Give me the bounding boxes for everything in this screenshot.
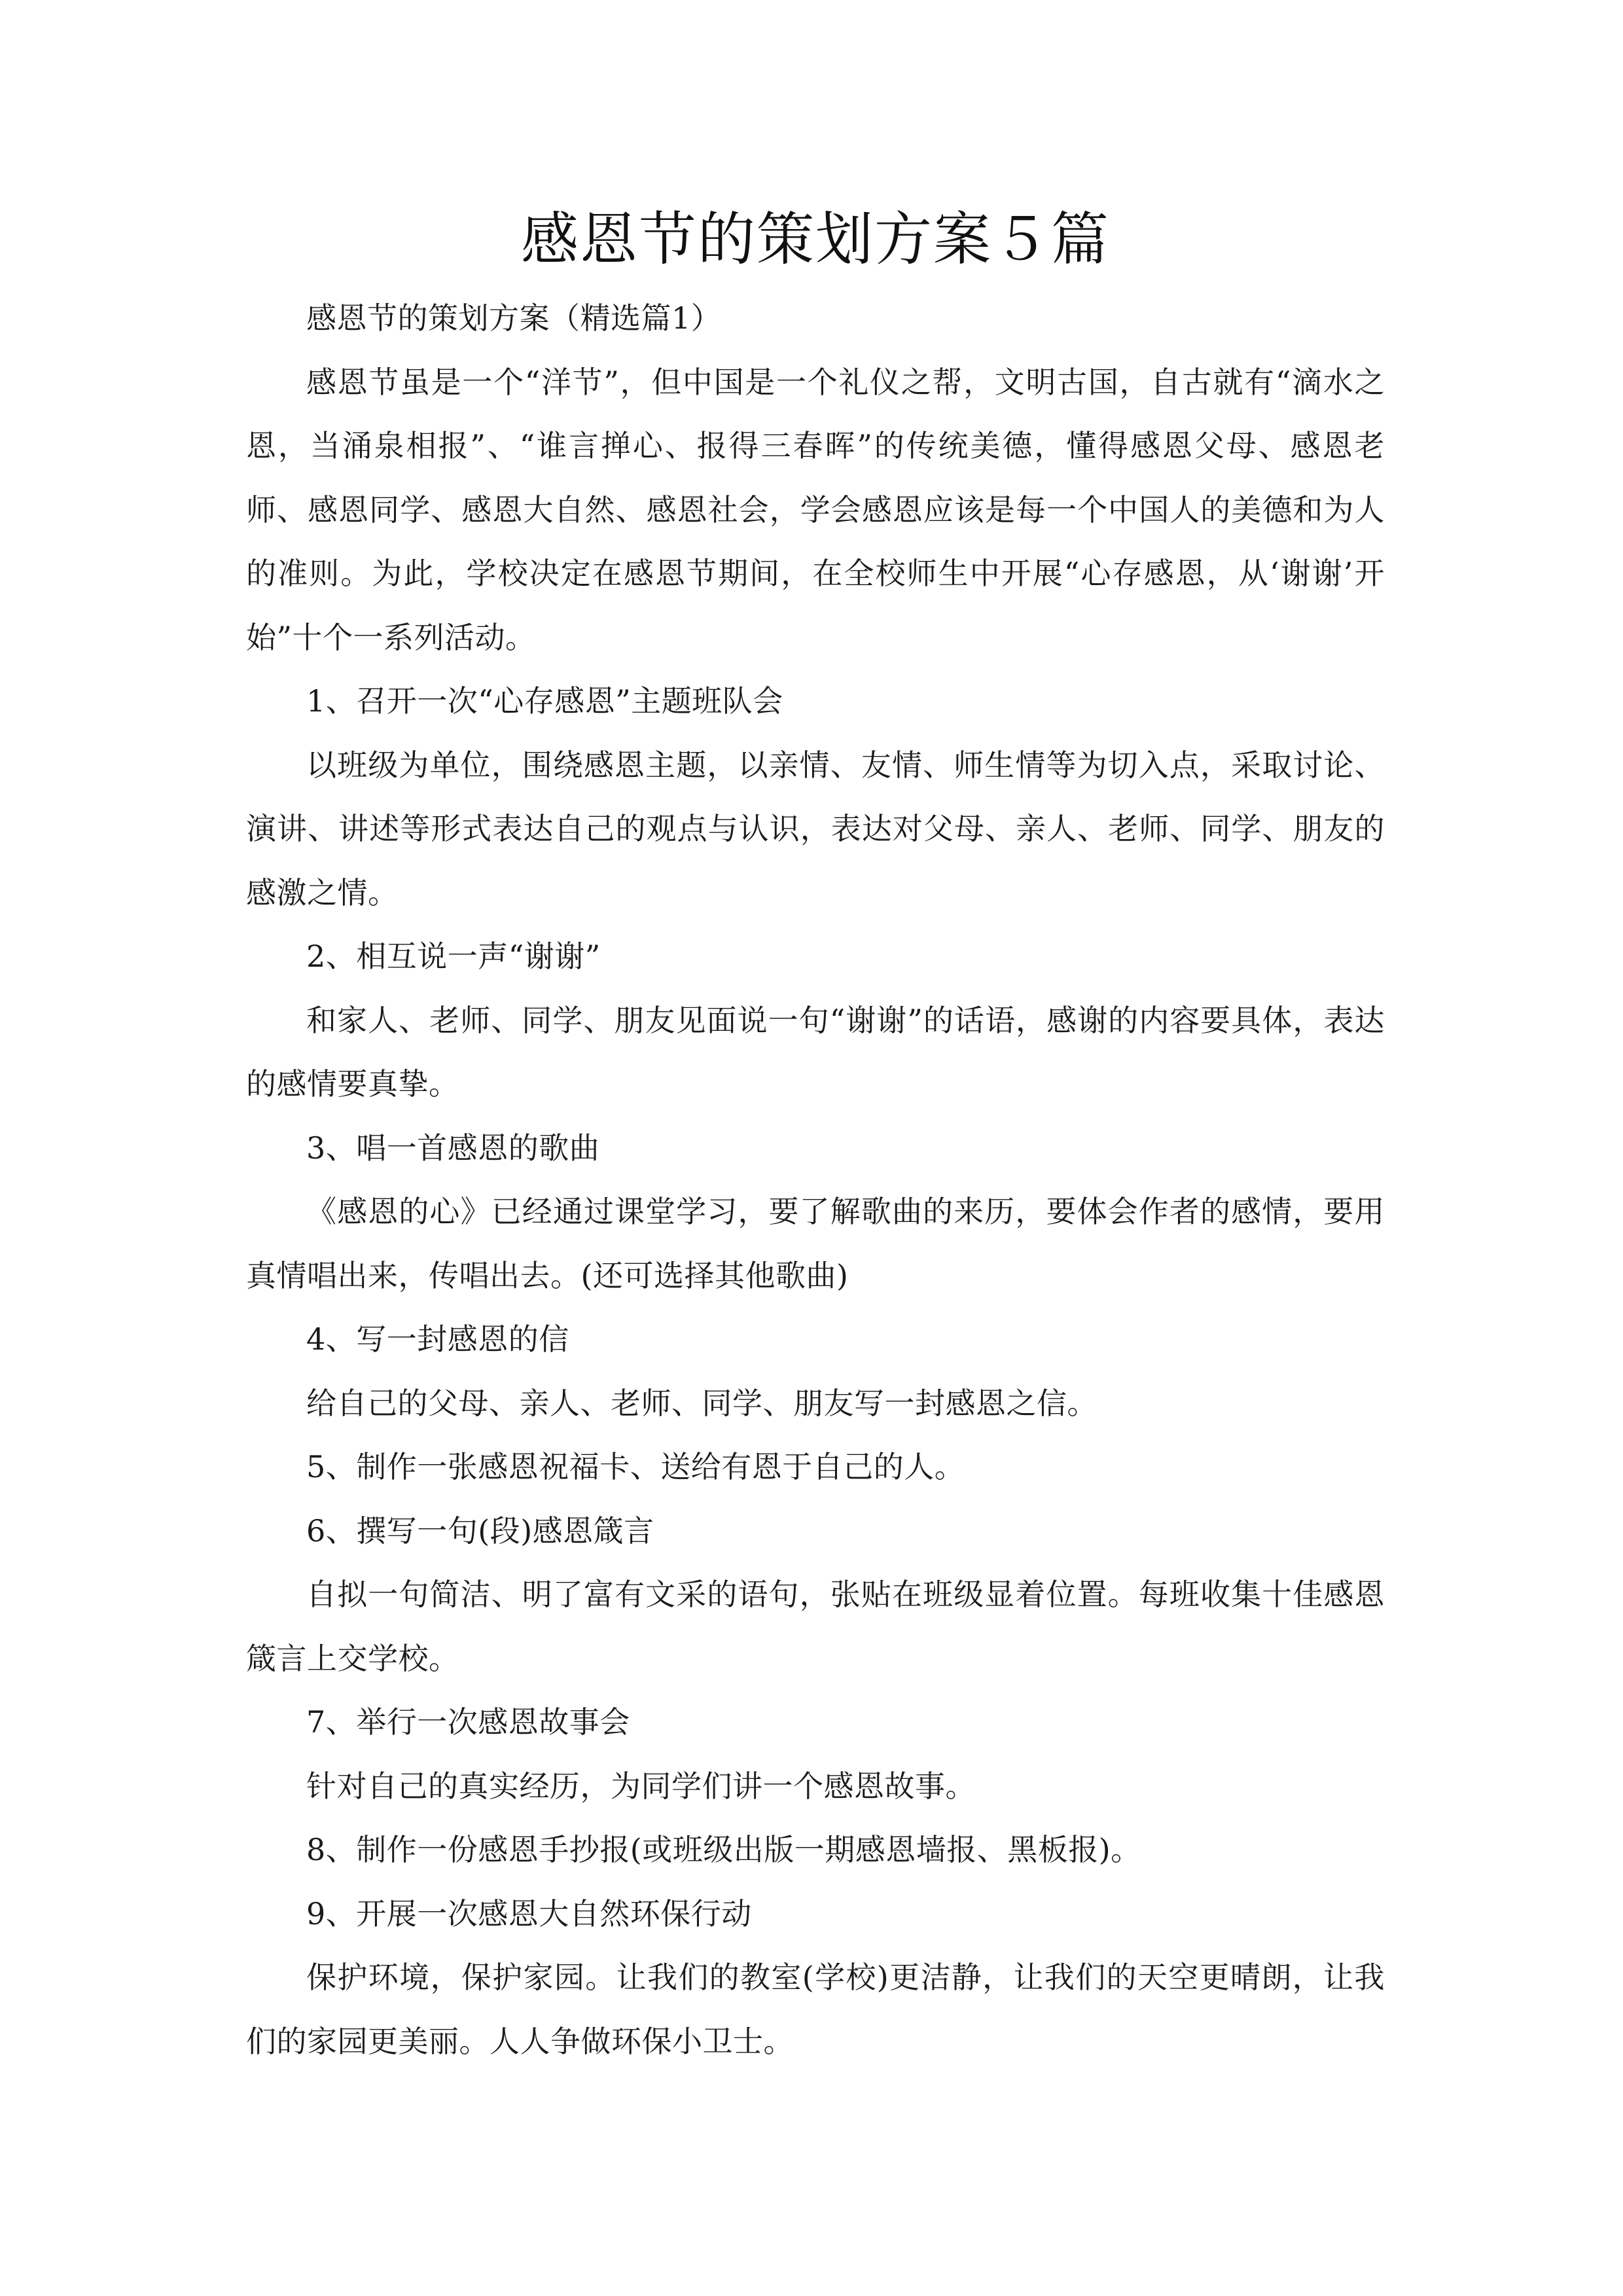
document-content bbox=[246, 196, 1385, 2073]
intro-paragraph: 感恩节虽是一个“洋节”，但中国是一个礼仪之帮，文明古国，自古就有“滴水之恩，当涌泉相报”、“谁言掸心、报得三春晖”的传统美德，懂得感恩父母、感恩老师、感恩同学、感恩大自然、感恩社会，学会感恩应该是每一个中国人的美德和为人的准则。为此，学校决定在感恩节期间，在全校师生中开展“心存感恩，从‘谢谢’开始”十个一系列活动。 bbox=[246, 364, 1385, 655]
activity-detail-7: 针对自己的真实经历，为同学们讲一个感恩故事。 bbox=[306, 1768, 976, 1804]
activity-heading-5: 5、制作一张感恩祝福卡、送给有恩于自己的人。 bbox=[306, 1449, 965, 1484]
activity-heading-4: 4、写一封感恩的信 bbox=[306, 1321, 569, 1357]
activity-detail-9: 保护环境，保护家园。让我们的教室(学校)更洁静，让我们的天空更晴朗，让我们的家园更美丽。人人争做环保小卫士。 bbox=[246, 1960, 1385, 2059]
activity-detail-1: 以班级为单位，围绕感恩主题，以亲情、友情、师生情等为切入点，采取讨论、演讲、讲述等形式表达自己的观点与认识，表达对父母、亲人、老师、同学、朋友的感激之情。 bbox=[246, 747, 1385, 910]
document-title: 感恩节的策划方案５篇 bbox=[520, 206, 1110, 273]
activity-heading-9: 9、开展一次感恩大自然环保行动 bbox=[306, 1895, 752, 1931]
activity-detail-3: 《感恩的心》已经通过课堂学习，要了解歌曲的来历，要体会作者的感情，要用真情唱出来，传唱出去。(还可选择其他歌曲) bbox=[246, 1194, 1385, 1293]
activity-heading-7: 7、举行一次感恩故事会 bbox=[306, 1704, 630, 1740]
activity-detail-6: 自拟一句简洁、明了富有文采的语句，张贴在班级显着位置。每班收集十佳感恩箴言上交学校。 bbox=[246, 1577, 1385, 1676]
activity-detail-2: 和家人、老师、同学、朋友见面说一句“谢谢”的话语，感谢的内容要具体，表达的感情要真挚。 bbox=[246, 1002, 1385, 1102]
activity-heading-8: 8、制作一份感恩手抄报(或班级出版一期感恩墙报、黑板报)。 bbox=[306, 1832, 1141, 1867]
activity-heading-2: 2、相互说一声“谢谢” bbox=[306, 939, 601, 974]
activity-heading-1: 1、召开一次“心存感恩”主题班队会 bbox=[306, 683, 783, 719]
document-body bbox=[246, 287, 1385, 2073]
activity-detail-4: 给自己的父母、亲人、老师、同学、朋友写一封感恩之信。 bbox=[306, 1385, 1097, 1421]
activity-heading-3: 3、唱一首感恩的歌曲 bbox=[306, 1130, 600, 1166]
section-title: 感恩节的策划方案（精选篇1） bbox=[306, 300, 722, 336]
activity-heading-6: 6、撰写一句(段)感恩箴言 bbox=[306, 1513, 654, 1549]
